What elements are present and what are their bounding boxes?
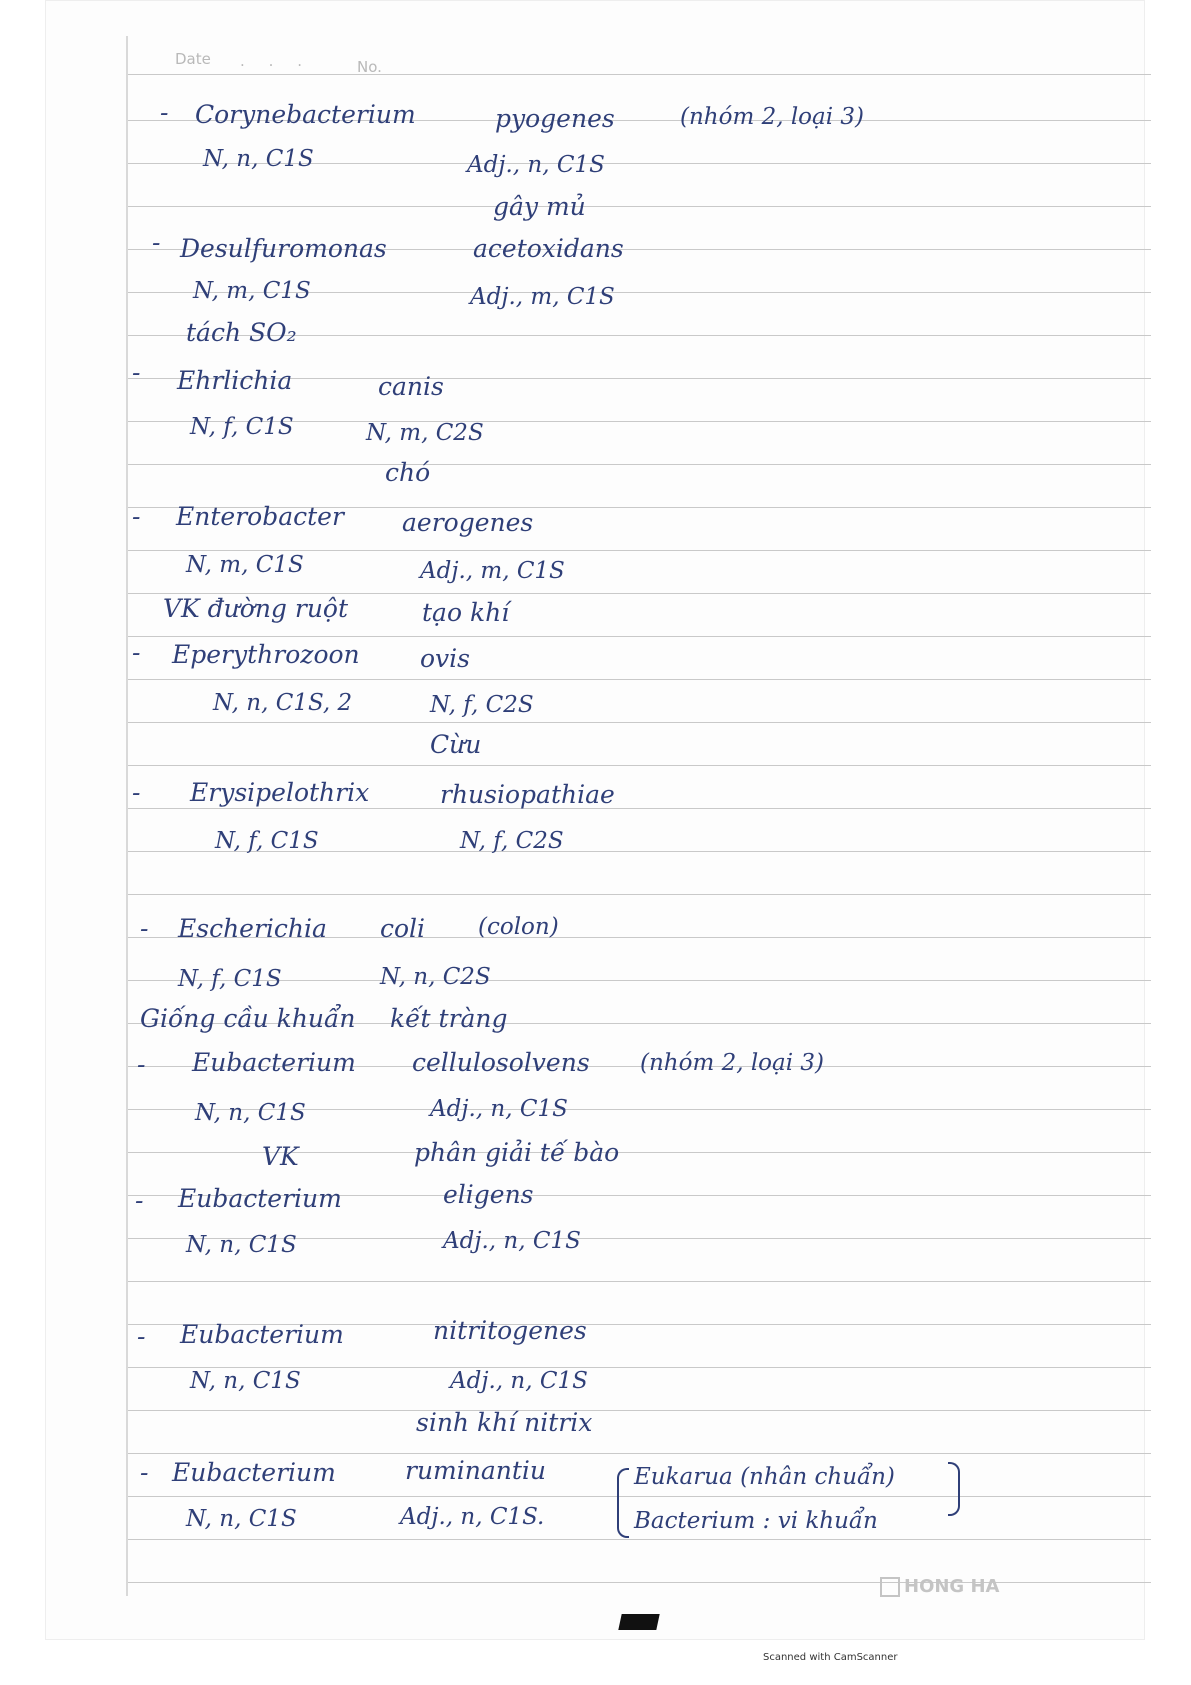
genus-meaning: tách SO₂ <box>186 318 297 347</box>
genus-name: Corynebacterium <box>195 100 416 129</box>
rule-line <box>128 636 1151 637</box>
rule-line <box>128 722 1151 723</box>
species-epithet: canis <box>378 372 444 401</box>
dash: - <box>132 778 141 807</box>
epithet-meaning: Cừu <box>430 730 482 759</box>
rule-line <box>128 74 1151 75</box>
genus-meaning: VK <box>262 1142 299 1171</box>
epithet-meaning: kết tràng <box>390 1004 508 1033</box>
rule-line <box>128 679 1151 680</box>
species-epithet: ruminantiu <box>405 1456 547 1485</box>
scanner-watermark: Scanned with CamScanner <box>763 1652 898 1663</box>
rule-line <box>128 1281 1151 1282</box>
genus-name: Enterobacter <box>176 502 344 531</box>
epithet-meaning: chó <box>385 458 431 487</box>
genus-meaning: Giống cầu khuẩn <box>140 1004 356 1033</box>
dash: - <box>132 502 141 531</box>
genus-grammar: N, f, C1S <box>190 414 294 440</box>
rule-line <box>128 765 1151 766</box>
epithet-grammar: N, n, C2S <box>380 964 491 990</box>
species-epithet: cellulosolvens <box>412 1048 590 1077</box>
no-label: No. <box>357 58 382 76</box>
genus-name: Escherichia <box>178 914 327 943</box>
species-epithet: acetoxidans <box>473 234 624 263</box>
genus-name: Eubacterium <box>180 1320 344 1349</box>
dash: - <box>140 914 149 943</box>
dash: - <box>137 1322 146 1351</box>
species-epithet: coli <box>380 914 426 943</box>
epithet-grammar: N, f, C2S <box>430 692 534 718</box>
rule-line <box>128 1410 1151 1411</box>
notebook-brand-logo <box>880 1576 999 1597</box>
species-epithet: ovis <box>420 644 470 673</box>
date-dots: . . . <box>240 52 302 70</box>
brand-text: HONG HA <box>904 1576 1000 1597</box>
species-epithet: nitritogenes <box>433 1316 587 1345</box>
classification-note: (nhóm 2, loại 3) <box>640 1050 825 1076</box>
left-bracket <box>617 1468 629 1538</box>
epithet-grammar: Adj., m, C1S <box>470 284 615 310</box>
epithet-grammar: Adj., n, C1S <box>467 152 605 178</box>
species-epithet: eligens <box>443 1180 534 1209</box>
dash: - <box>132 638 141 667</box>
species-epithet: aerogenes <box>402 508 534 537</box>
genus-name: Eubacterium <box>178 1184 342 1213</box>
right-bracket <box>948 1462 960 1516</box>
species-epithet: pyogenes <box>495 104 615 133</box>
epithet-grammar: Adj., n, C1S <box>450 1368 588 1394</box>
genus-name: Eperythrozoon <box>172 640 360 669</box>
rule-line <box>128 464 1151 465</box>
rule-line <box>128 894 1151 895</box>
brand-icon <box>880 1577 900 1597</box>
dash: - <box>137 1050 146 1079</box>
genus-grammar: N, n, C1S <box>186 1232 297 1258</box>
species-epithet: rhusiopathiae <box>440 780 615 809</box>
genus-grammar: N, n, C1S <box>203 146 314 172</box>
genus-grammar: N, m, C1S <box>186 552 304 578</box>
dash: - <box>140 1458 149 1487</box>
epithet-grammar: Adj., n, C1S <box>430 1096 568 1122</box>
genus-name: Eubacterium <box>192 1048 356 1077</box>
genus-grammar: N, f, C1S <box>215 828 319 854</box>
epithet-grammar: Adj., n, C1S. <box>400 1504 545 1530</box>
epithet-meaning: phân giải tế bào <box>414 1138 620 1167</box>
dash: - <box>135 1186 144 1215</box>
genus-name: Eubacterium <box>172 1458 336 1487</box>
genus-grammar: N, m, C1S <box>193 278 311 304</box>
epithet-grammar: Adj., m, C1S <box>420 558 565 584</box>
margin-line <box>126 36 128 1596</box>
epithet-meaning: gây mủ <box>493 192 586 221</box>
rule-line <box>128 1453 1151 1454</box>
dash: - <box>160 98 169 127</box>
scan-artifact <box>618 1614 659 1630</box>
dash: - <box>152 228 161 257</box>
genus-grammar: N, n, C1S <box>195 1100 306 1126</box>
etymology-note: (colon) <box>478 914 559 940</box>
epithet-meaning: sinh khí nitrix <box>416 1408 593 1437</box>
dash: - <box>132 358 141 387</box>
genus-name: Erysipelothrix <box>190 778 370 807</box>
rule-line <box>128 206 1151 207</box>
epithet-grammar: N, m, C2S <box>366 420 484 446</box>
genus-meaning: VK đường ruột <box>163 594 349 623</box>
epithet-meaning: tạo khí <box>422 598 510 627</box>
rule-line <box>128 1496 1151 1497</box>
etymology-line-bacterium: Bacterium : vi khuẩn <box>634 1508 878 1534</box>
genus-name: Desulfuromonas <box>180 234 387 263</box>
epithet-grammar: N, f, C2S <box>460 828 564 854</box>
etymology-line-eukarua: Eukarua (nhân chuẩn) <box>634 1464 895 1490</box>
classification-note: (nhóm 2, loại 3) <box>680 104 865 130</box>
genus-grammar: N, n, C1S <box>190 1368 301 1394</box>
genus-name: Ehrlichia <box>177 366 293 395</box>
rule-line <box>128 808 1151 809</box>
date-label: Date <box>175 50 211 68</box>
genus-grammar: N, n, C1S <box>186 1506 297 1532</box>
rule-line <box>128 1539 1151 1540</box>
genus-grammar: N, f, C1S <box>178 966 282 992</box>
genus-grammar: N, n, C1S, 2 <box>213 690 353 716</box>
epithet-grammar: Adj., n, C1S <box>443 1228 581 1254</box>
